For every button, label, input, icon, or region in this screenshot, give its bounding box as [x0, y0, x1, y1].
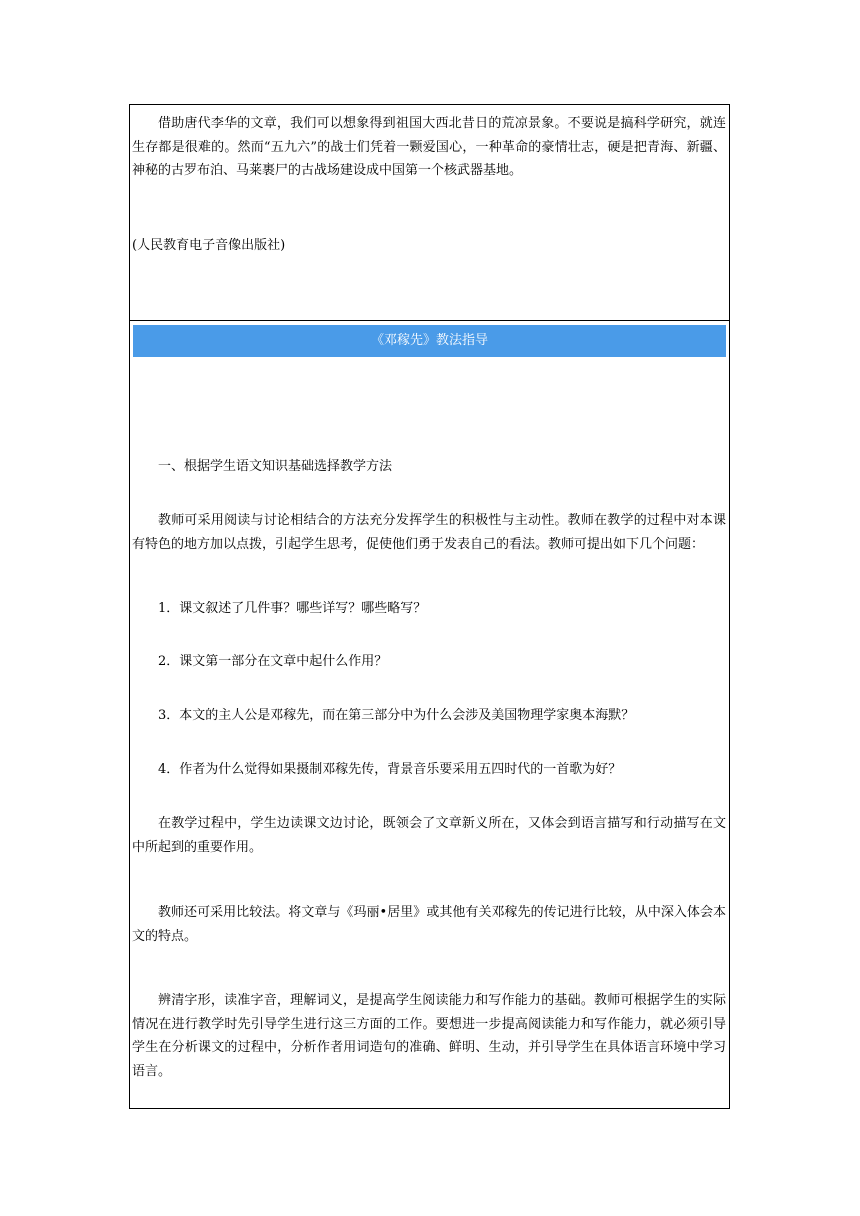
guide-paragraph-1: 教师可采用阅读与讨论相结合的方法充分发挥学生的积极性与主动性。教师在教学的过程中对本课有特色的地方加以点拨，引起学生思考，促使他们勇于发表自己的看法。教师可提出如下几个问题： — [132, 513, 726, 552]
guide-paragraph-2: 在教学过程中，学生边读课文边讨论，既领会了文章新义所在，又体会到语言描写和行动描写在文中所起到的重要作用。 — [132, 816, 726, 855]
question-4: 4．作者为什么觉得如果摄制邓稼先传，背景音乐要采用五四时代的一首歌为好？ — [158, 762, 622, 777]
question-3: 3．本文的主人公是邓稼先，而在第三部分中为什么会涉及美国物理学家奥本海默？ — [158, 708, 635, 723]
intro-paragraph: 借助唐代李华的文章，我们可以想象得到祖国大西北昔日的荒凉景象。不要说是搞科学研究，就连生存都是很难的。然而“五九六”的战士们凭着一颗爱国心，一种革命的豪情壮志，硬是把青海、新疆、神秘的古罗布泊、马莱裹尸的古战场建设成中国第一个核武器基地。 — [132, 116, 726, 178]
section-heading: 一、根据学生语文知识基础选择教学方法 — [158, 459, 393, 474]
question-2: 2．课文第一部分在文章中起什么作用？ — [158, 654, 388, 669]
question-1: 1．课文叙述了几件事？哪些详写？哪些略写？ — [158, 601, 427, 616]
section-title-bar: 《邓稼先》教法指导 — [133, 325, 726, 357]
guide-paragraph-3: 教师还可采用比较法。将文章与《玛丽•居里》或其他有关邓稼先的传记进行比较，从中深入体会本文的特点。 — [132, 905, 726, 944]
source-note: (人民教育电子音像出版社) — [132, 238, 286, 253]
guide-paragraph-4: 辨清字形，读准字音，理解词义，是提高学生阅读能力和写作能力的基础。教师可根据学生的实际情况在进行教学时先引导学生进行这三方面的工作。要想进一步提高阅读能力和写作能力，就必须引导学生在分析课文的过程中，分析作者用词造句的准确、鲜明、生动，并引导学生在具体语言环境中学习语言。 — [132, 993, 726, 1079]
